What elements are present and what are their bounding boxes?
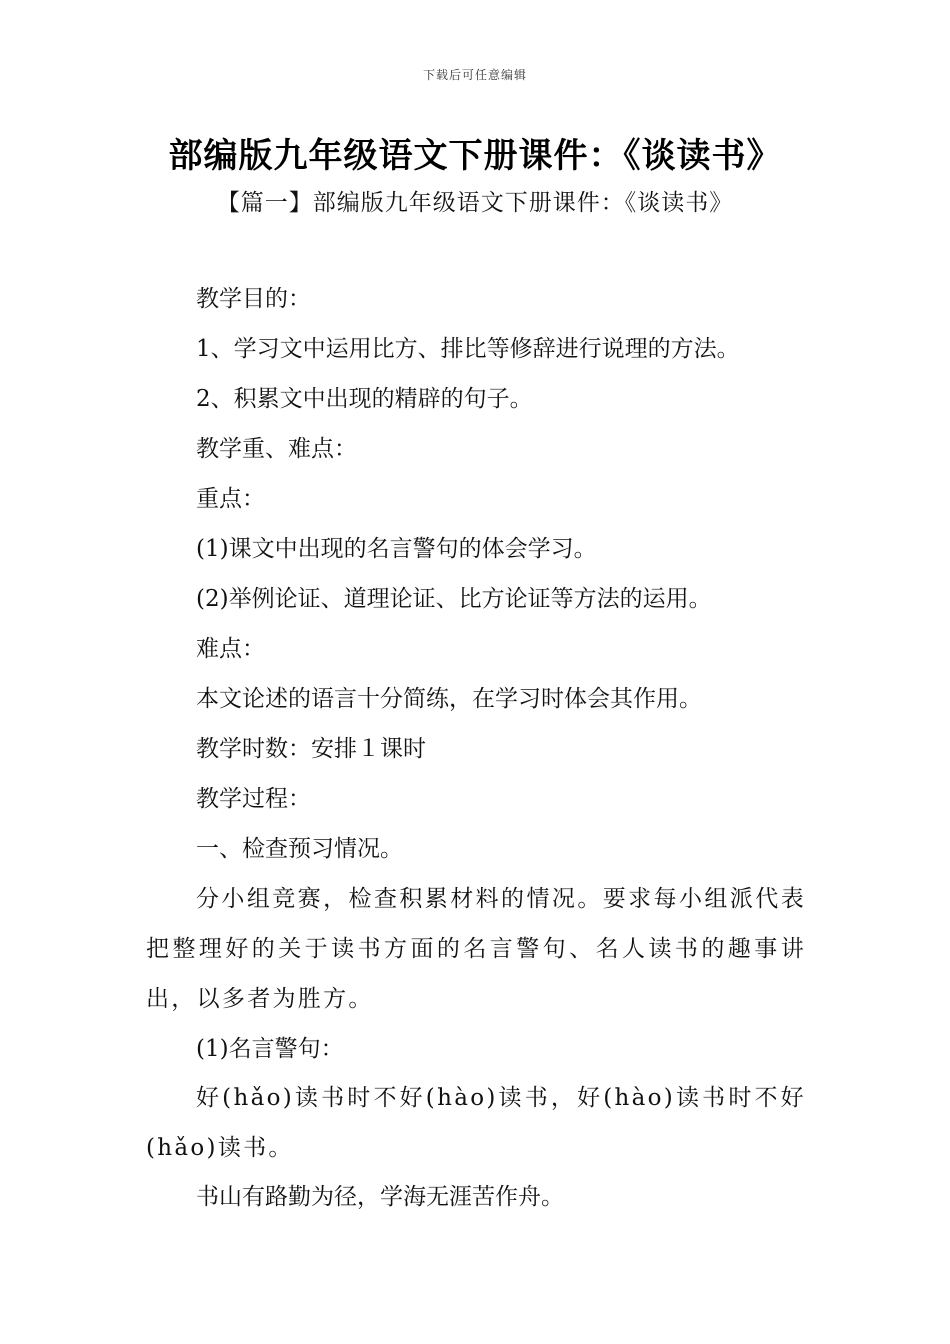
objective-1: 1、学习文中运用比方、排比等修辞进行说理的方法。: [196, 336, 740, 362]
quote-reading-paragraph: 好(hǎo)读书时不好(hào)读书，好(hào)读书时不好(hǎo)读书。: [146, 1085, 806, 1161]
step-1-heading: 一、检查预习情况。: [196, 836, 403, 862]
key-points-heading: 重点：: [196, 486, 265, 512]
difficulty-heading: 难点：: [196, 636, 265, 662]
teaching-process-heading: 教学过程：: [196, 786, 311, 812]
objective-2: 2、积累文中出现的精辟的句子。: [196, 386, 533, 412]
competition-paragraph: 分小组竞赛，检查积累材料的情况。要求每小组派代表把整理好的关于读书方面的名言警句、名人读书的趣事讲出，以多者为胜方。: [146, 886, 806, 1012]
teaching-hours: 教学时数：安排１课时: [196, 736, 426, 762]
quotes-heading: (1)名言警句：: [196, 1036, 344, 1062]
quote-mountain-sea: 书山有路勤为径，学海无涯苦作舟。: [196, 1184, 564, 1210]
difficulty-text: 本文论述的语言十分简练，在学习时体会其作用。: [196, 686, 702, 712]
key-point-2: (2)举例论证、道理论证、比方论证等方法的运用。: [196, 586, 712, 612]
page-title: 部编版九年级语文下册课件：《谈读书》: [168, 136, 782, 176]
header-note: 下载后可任意编辑: [422, 68, 527, 82]
key-point-1: (1)课文中出现的名言警句的体会学习。: [196, 536, 597, 562]
section-subtitle: 【篇一】部编版九年级语文下册课件：《谈读书》: [216, 190, 734, 216]
teaching-objectives-heading: 教学目的：: [196, 286, 311, 312]
key-difficult-heading: 教学重、难点：: [196, 436, 357, 462]
